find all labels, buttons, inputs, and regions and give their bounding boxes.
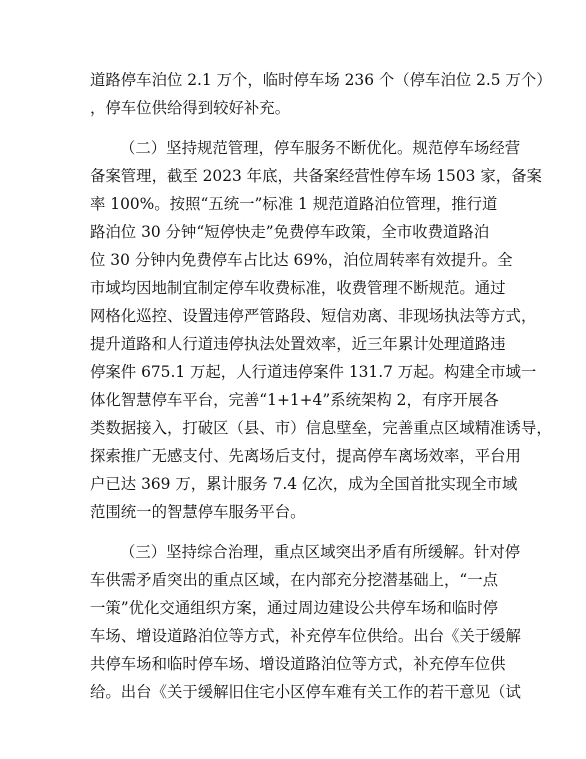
paragraph-gap bbox=[90, 122, 500, 134]
paragraph-continuation bbox=[90, 66, 552, 122]
paragraph-gap bbox=[90, 526, 500, 538]
text-line: ，停车位供给得到较好补充。 bbox=[90, 99, 291, 117]
text-line: 网格化巡控、设置违停严管路段、短信劝离、非现场执法等方式， bbox=[90, 307, 537, 325]
text-line: 体化智慧停车平台，完善“1+1+4”系统架构 2，有序开展各 bbox=[90, 391, 499, 409]
document-body bbox=[90, 66, 552, 706]
paragraph-heading-line: （三）坚持综合治理，重点区域突出矛盾有所缓解。针对停 bbox=[120, 543, 521, 561]
text-line: 类数据接入，打破区（县、市）信息壁垒，完善重点区域精准诱导， bbox=[90, 419, 552, 437]
text-line: 探索推广无感支付、先离场后支付，提高停车离场效率，平台用 bbox=[90, 447, 521, 465]
text-line: 共停车场和临时停车场、增设道路泊位等方式，补充停车位供 bbox=[90, 655, 506, 673]
paragraph-standardized-management bbox=[90, 134, 552, 526]
text-line: 车供需矛盾突出的重点区域，在内部充分挖潜基础上，“一点 bbox=[90, 571, 499, 589]
text-line: 率 100%。按照“五统一”标准 1 规范道路泊位管理，推行道 bbox=[90, 195, 498, 213]
text-line: 一策”优化交通组织方案，通过周边建设公共停车场和临时停 bbox=[90, 599, 499, 617]
text-line: 位 30 分钟内免费停车占比达 69%，泊位周转率有效提升。全 bbox=[90, 251, 513, 269]
paragraph-comprehensive-governance bbox=[90, 538, 521, 706]
text-line: 户已达 369 万，累计服务 7.4 亿次，成为全国首批实现全市域 bbox=[90, 475, 518, 493]
text-line: 道路停车泊位 2.1 万个，临时停车场 236 个（停车泊位 2.5 万个） bbox=[90, 71, 552, 89]
paragraph-heading-line: （二）坚持规范管理，停车服务不断优化。规范停车场经营 bbox=[120, 139, 521, 157]
text-line: 备案管理，截至 2023 年底，共备案经营性停车场 1503 家，备案 bbox=[90, 167, 542, 185]
text-line: 给。出台《关于缓解旧住宅小区停车难有关工作的若干意见（试 bbox=[90, 683, 521, 701]
text-line: 范围统一的智慧停车服务平台。 bbox=[90, 503, 306, 521]
text-line: 提升道路和人行道违停执法处置效率，近三年累计处理道路违 bbox=[90, 335, 506, 353]
text-line: 市域均因地制宜制定停车收费标准，收费管理不断规范。通过 bbox=[90, 279, 506, 297]
text-line: 车场、增设道路泊位等方式，补充停车位供给。出台《关于缓解 bbox=[90, 627, 521, 645]
text-line: 路泊位 30 分钟“短停快走”免费停车政策，全市收费道路泊 bbox=[90, 223, 490, 241]
text-line: 停案件 675.1 万起，人行道违停案件 131.7 万起。构建全市域一 bbox=[90, 363, 537, 381]
